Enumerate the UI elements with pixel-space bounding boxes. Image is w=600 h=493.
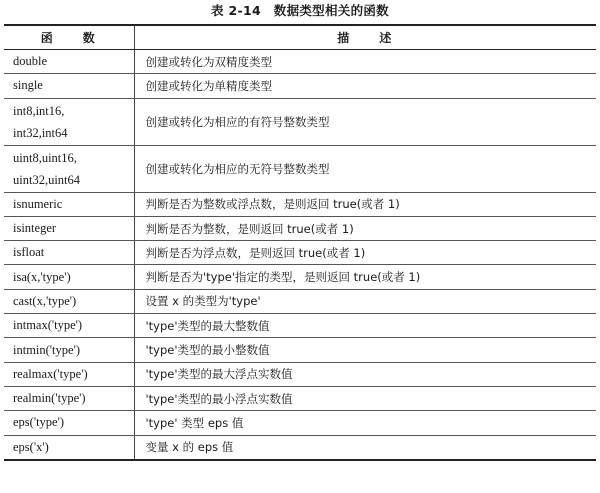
function-name-cell: [4, 241, 134, 265]
table-row: [4, 338, 596, 362]
function-name: uint8,uint16,: [13, 150, 77, 165]
function-name: isinteger: [13, 221, 57, 236]
function-name-cell: [4, 386, 134, 410]
function-name: eps('type'): [13, 415, 65, 430]
function-name: uint32,uint64: [13, 172, 81, 187]
data-type-functions-table: [4, 24, 596, 461]
table-row: [4, 265, 596, 289]
function-name-cell: [4, 314, 134, 338]
description-cell: 创建或转化为相应的无符号整数类型: [134, 145, 596, 192]
function-name: cast(x,'type'): [13, 293, 77, 308]
function-name: realmin('type'): [13, 391, 86, 406]
table-row: [4, 98, 596, 145]
function-name: isfloat: [13, 245, 45, 260]
header-description: 描 述: [134, 25, 596, 50]
function-name-cell: [4, 289, 134, 313]
function-name-cell: [4, 145, 134, 192]
function-name-cell: [4, 338, 134, 362]
description-cell: 判断是否为浮点数，是则返回 true(或者 1): [134, 241, 596, 265]
function-name: eps('x'): [13, 439, 49, 454]
function-name-cell: [4, 411, 134, 435]
function-name-cell: [4, 265, 134, 289]
function-name: int32,int64: [13, 125, 68, 140]
description-cell: 'type'类型的最小浮点实数值: [134, 386, 596, 410]
description-cell: 设置 x 的类型为'type': [134, 289, 596, 313]
description-cell: 判断是否为整数，是则返回 true(或者 1): [134, 216, 596, 240]
table-caption: 表 2-14 数据类型相关的函数: [211, 3, 389, 18]
table-row: [4, 362, 596, 386]
function-name-cell: [4, 74, 134, 98]
description-cell: 'type'类型的最小整数值: [134, 338, 596, 362]
table-row: [4, 50, 596, 74]
function-name: single: [13, 78, 43, 93]
table-row: [4, 411, 596, 435]
description-cell: 判断是否为整数或浮点数，是则返回 true(或者 1): [134, 192, 596, 216]
table-row: [4, 289, 596, 313]
function-name-cell: [4, 50, 134, 74]
description-cell: 创建或转化为单精度类型: [134, 74, 596, 98]
function-name: double: [13, 54, 48, 69]
function-name-cell: [4, 192, 134, 216]
description-cell: 创建或转化为相应的有符号整数类型: [134, 98, 596, 145]
function-name-cell: [4, 435, 134, 460]
function-name: realmax('type'): [13, 366, 88, 381]
table-row: [4, 145, 596, 192]
description-cell: 变量 x 的 eps 值: [134, 435, 596, 460]
function-name: intmin('type'): [13, 342, 80, 357]
function-name: intmax('type'): [13, 318, 83, 333]
function-name: isnumeric: [13, 196, 63, 211]
description-cell: 'type'类型的最大整数值: [134, 314, 596, 338]
function-name: isa(x,'type'): [13, 269, 71, 284]
description-cell: 判断是否为'type'指定的类型，是则返回 true(或者 1): [134, 265, 596, 289]
table-row: [4, 216, 596, 240]
function-name-cell: [4, 98, 134, 145]
table-row: [4, 192, 596, 216]
table-row: [4, 74, 596, 98]
table-header-row: [4, 25, 596, 50]
table-row: [4, 386, 596, 410]
table-row: [4, 435, 596, 460]
function-name-cell: [4, 216, 134, 240]
description-cell: 创建或转化为双精度类型: [134, 50, 596, 74]
description-cell: 'type'类型的最大浮点实数值: [134, 362, 596, 386]
description-cell: 'type' 类型 eps 值: [134, 411, 596, 435]
function-name: int8,int16,: [13, 103, 65, 118]
header-function: 函 数: [4, 25, 134, 50]
table-row: [4, 241, 596, 265]
table-row: [4, 314, 596, 338]
function-name-cell: [4, 362, 134, 386]
